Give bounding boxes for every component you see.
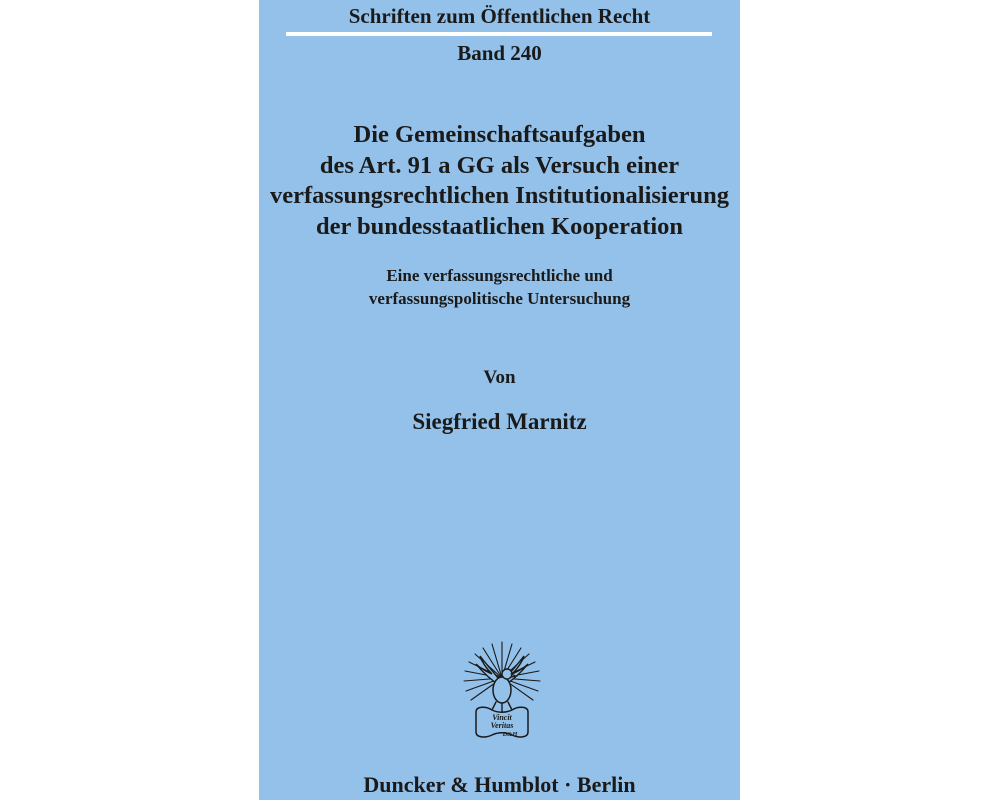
publisher-name: Duncker & Humblot · Berlin bbox=[363, 772, 636, 797]
title-line: der bundesstaatlichen Kooperation bbox=[315, 212, 684, 240]
subtitle-line: verfassungspolitische Untersuchung bbox=[368, 289, 631, 308]
logo-text-line: D&H bbox=[502, 731, 518, 738]
divider-rule bbox=[286, 32, 712, 36]
volume-number: Band 240 bbox=[457, 41, 542, 65]
eagle-emblem-icon bbox=[462, 640, 542, 744]
title-line: Die Gemeinschaftsaufgaben bbox=[353, 121, 646, 148]
logo-text-line: Vincit bbox=[492, 713, 512, 722]
book-subtitle bbox=[259, 264, 740, 310]
title-line: verfassungsrechtlichen Institutionalisierung bbox=[270, 182, 729, 209]
logo-text-line: Veritas bbox=[490, 721, 514, 730]
by-label: Von bbox=[483, 367, 516, 388]
author-name: Siegfried Marnitz bbox=[412, 409, 587, 434]
book-title bbox=[259, 120, 740, 242]
title-line: des Art. 91 a GG als Versuch einer bbox=[319, 151, 680, 179]
book-cover bbox=[259, 0, 740, 800]
series-title: Schriften zum Öffentlichen Recht bbox=[348, 4, 651, 28]
subtitle-line: Eine verfassungsrechtliche und bbox=[386, 266, 613, 285]
